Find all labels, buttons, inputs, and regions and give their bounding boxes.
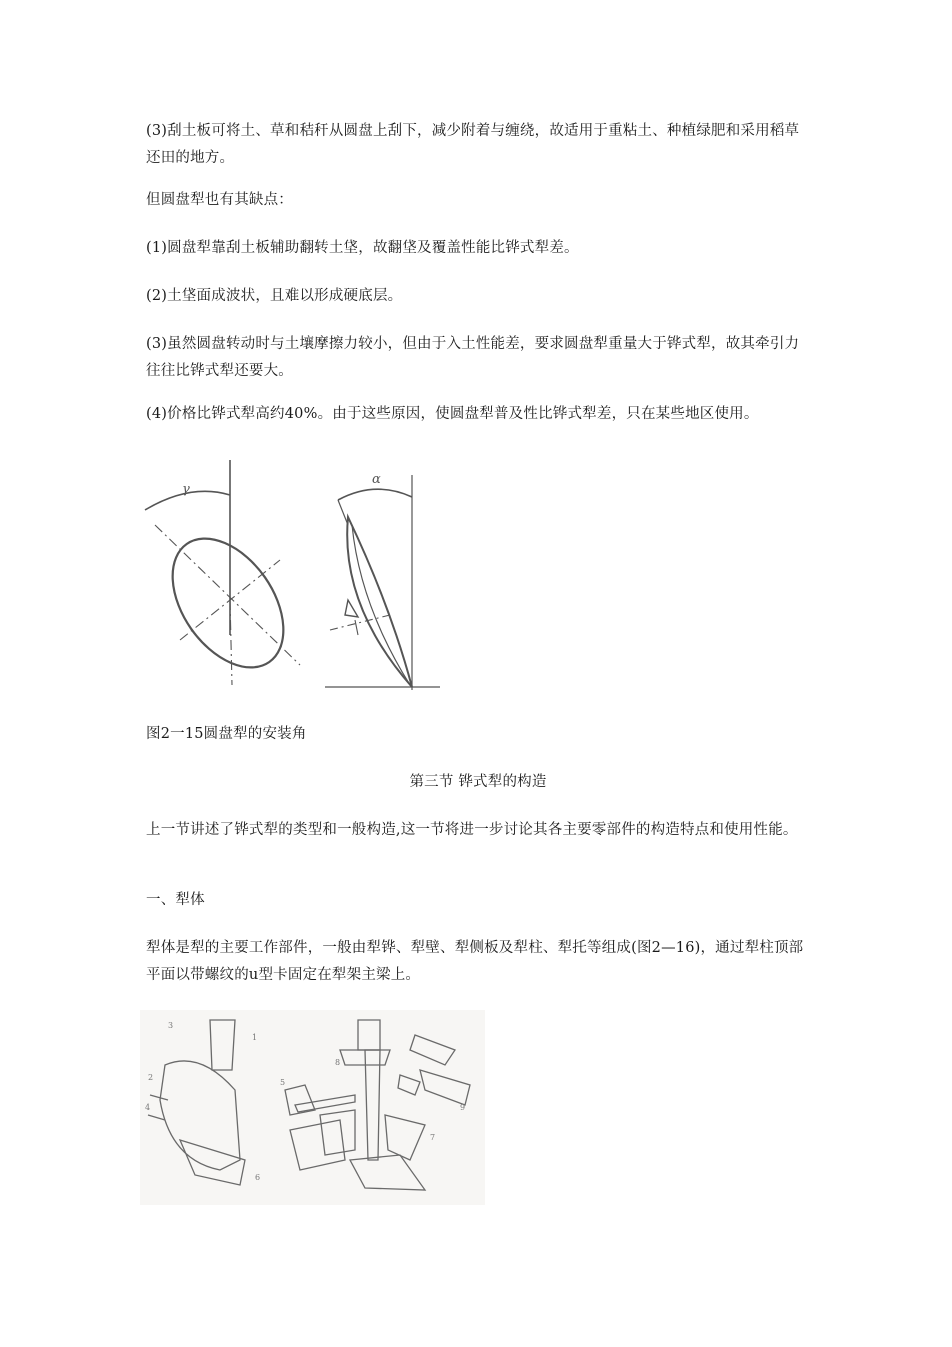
part-label-9: 9	[460, 1103, 466, 1112]
part-label-2: 2	[148, 1073, 154, 1082]
disc-axis-major	[155, 525, 300, 665]
part-label-7: 7	[430, 1133, 436, 1142]
paragraph-disadvantage-1: (1)圆盘犁靠刮土板辅助翻转土垡，故翻垡及覆盖性能比铧式犁差。	[146, 240, 579, 256]
alpha-arc	[338, 489, 412, 500]
paragraph-disadvantage-4: (4)价格比铧式犁高约40%。由于这些原因，使圆盘犁普及性比铧式犁差，只在某些地区使用。	[146, 406, 759, 422]
heading-plow-body: 一、犁体	[146, 892, 205, 908]
disc-ellipse	[150, 518, 306, 688]
part-label-3: 3	[168, 1021, 174, 1030]
section-title: 第三节 铧式犁的构造	[409, 774, 547, 790]
disc-side-view	[347, 517, 412, 687]
part-label-5: 5	[280, 1078, 286, 1087]
plow-body-parts-figure	[140, 1010, 485, 1205]
paragraph-disadvantage-2: (2)土垡面成波状，且难以形成硬底层。	[146, 288, 403, 304]
paragraph-section-intro: 上一节讲述了铧式犁的类型和一般构造,这一节将进一步讨论其各主要零部件的构造特点和使用性能。	[146, 822, 798, 838]
disc-plow-angle-figure	[140, 455, 440, 695]
part-label-1: 1	[252, 1033, 258, 1042]
part-label-6: 6	[255, 1173, 261, 1182]
paragraph-disadvantages-intro: 但圆盘犁也有其缺点：	[146, 192, 293, 208]
alpha-label: α	[372, 472, 381, 487]
figure-caption: 图2一15圆盘犁的安装角	[146, 726, 307, 742]
gamma-label: γ	[182, 482, 190, 497]
part-label-4: 4	[145, 1103, 151, 1112]
paragraph-scraper-advantage: (3)刮土板可将土、草和秸秆从圆盘上刮下，减少附着与缠绕，故适用于重粘土、种植绿肥和采用稻草还田的地方。	[146, 123, 800, 166]
paragraph-plow-body: 犁体是犁的主要工作部件，一般由犁铧、犁壁、犁侧板及犁柱、犁托等组成(图2—16)，通过犁柱顶部平面以带螺纹的u型卡固定在犁架主梁上。	[146, 940, 804, 983]
disc-hub	[345, 600, 358, 617]
part-label-8: 8	[335, 1058, 341, 1067]
paragraph-disadvantage-3: (3)虽然圆盘转动时与土壤摩擦力较小，但由于入土性能差，要求圆盘犁重量大于铧式犁，故其牵引力往往比铧式犁还要大。	[146, 336, 800, 379]
